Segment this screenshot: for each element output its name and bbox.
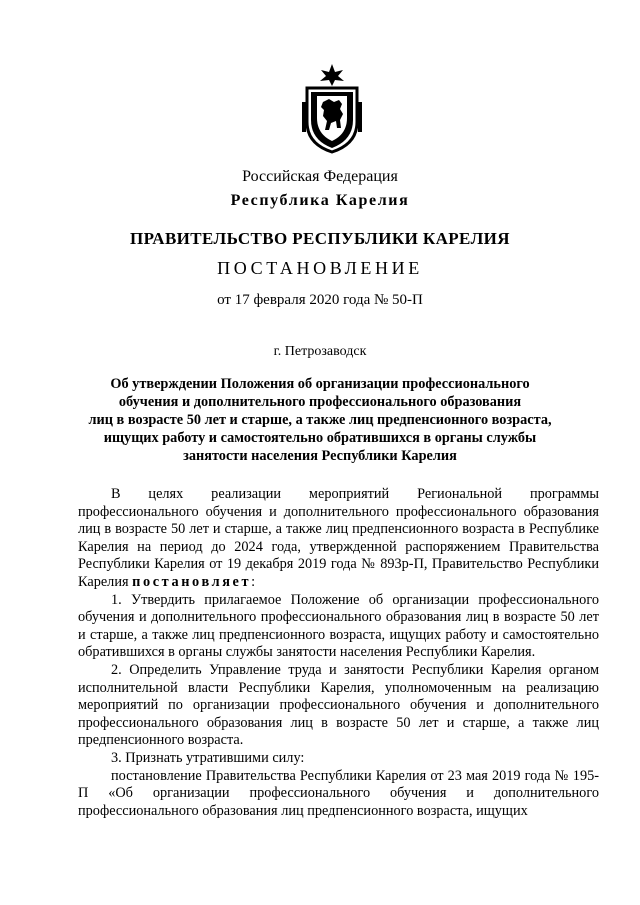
title-line: ищущих работу и самостоятельно обратившихся в органы службы — [103, 430, 537, 446]
document-title — [80, 375, 560, 465]
item-3-sub-paragraph: постановление Правительства Республики Карелия от 23 мая 2019 года № 195-П «Об организации профессионального обучения и дополнительного профессионального образования лиц предпенсионного возраста, ищущих — [78, 767, 599, 819]
title-line: Об утверждении Положения об организации профессионального — [110, 376, 530, 392]
item-1-paragraph: 1. Утвердить прилагаемое Положение об организации профессионального обучения и дополнительного профессионального образования лиц в возрасте 50 лет и старше, а также лиц предпенсионного возраста, ищущих работу и самостоятельно обратившихся в органы службы занятости населения Республики Карелия. — [78, 591, 599, 661]
intro-text: В целях реализации мероприятий Региональной программы профессионального обучения и дополнительного профессионального образования лиц в возрасте 50 лет и старше, а также лиц предпенсионного возраста в Республике Карелия на период до 2024 года, утвержденной распоряжением Правительства Республики Карелия от 19 декабря 2019 года № 893р-П, Правительство Республики Карелия — [78, 486, 599, 590]
country-name: Российская Федерация — [242, 168, 398, 185]
item-3-paragraph: 3. Признать утратившими силу: — [111, 749, 305, 766]
intro-paragraph — [78, 486, 599, 592]
title-line: обучения и дополнительного профессионального образования — [118, 394, 522, 410]
document-type: ПОСТАНОВЛЕНИЕ — [217, 258, 423, 278]
title-line: занятости населения Республики Карелия — [183, 448, 457, 464]
republic-name: Республика Карелия — [230, 192, 410, 209]
decree-word: постановляет — [132, 573, 252, 590]
decree-colon: : — [251, 573, 256, 590]
document-date: от 17 февраля 2020 года № 50-П — [217, 292, 423, 308]
document-city: г. Петрозаводск — [273, 344, 367, 359]
government-name: ПРАВИТЕЛЬСТВО РЕСПУБЛИКИ КАРЕЛИЯ — [130, 229, 510, 248]
document-body — [78, 486, 599, 820]
karelia-coat-of-arms-icon — [301, 62, 363, 154]
title-line: лиц в возрасте 50 лет и старше, а также лиц предпенсионного возраста, — [88, 412, 552, 428]
item-2-paragraph: 2. Определить Управление труда и занятости Республики Карелия органом исполнительной власти Республики Карелия, уполномоченным на реализацию мероприятий по организации профессионального обучения и дополнительного профессионального образования лиц в возрасте 50 лет и старше, а также лиц предпенсионного возраста. — [78, 661, 599, 749]
